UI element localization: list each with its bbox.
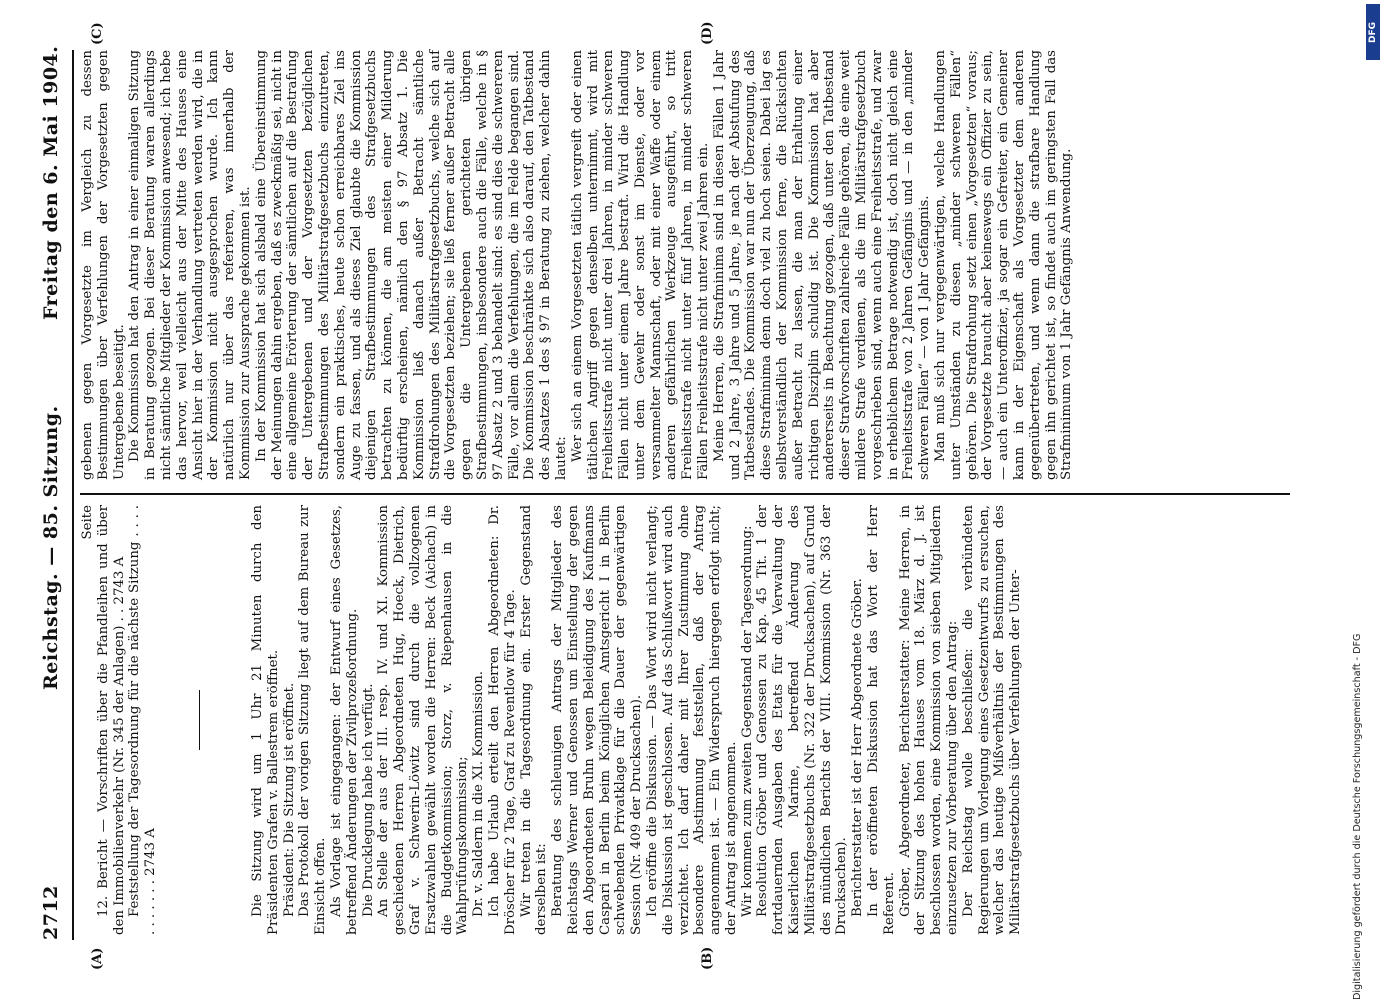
digitization-credit: Digitalisierung gefördert durch die Deutsche Forschungsgemeinschaft - DFG: [1352, 633, 1363, 1000]
quote-paragraph: Wer sich an einem Vorgesetzten tätlich vergreift oder einen tätlichen Angriff gegen denselben unternimmt, wird mit Freiheitsstrafe nicht unter drei Jahren, in minder schweren Fällen nicht unter einem Jahre bestraft. Wird die Handlung unter dem Gewehr oder sonst im Dienste, oder vor versammelter Mannschaft, oder mit einer Waffe oder einem anderen gefährlichen Werkzeuge ausgeführt, so tritt Freiheitsstrafe nicht unter fünf Jahren, in minder schweren Fällen Freiheitsstrafe nicht unter zwei Jahren ein.: [569, 50, 712, 480]
toc-item: 12. Bericht — Vorschriften über die Pfandleihen und über den Immobilienverkehr (Nr. 345 der Anlagen) . . 2743 A: [95, 505, 127, 935]
header-date: Freitag den 6. Mai 1904.: [40, 45, 62, 320]
margin-marker-c: (C): [90, 22, 105, 45]
paragraph: Die Sitzung wird um 1 Uhr 21 Minuten durch den Präsidenten Grafen v. Ballestrem eröffnet.: [249, 505, 281, 935]
page-number: 2712: [40, 885, 62, 940]
margin-marker-b: (B): [700, 946, 715, 970]
paragraph: Ich eröffne die Diskussion. — Das Wort wird nicht verlangt; die Diskussion ist geschlossen. Auf das Schlußwort wird auch verzichtet. Ich darf daher mit Ihrer Zustimmung ohne besondere Abstimmung feststellen, daß der Antrag angenommen ist. — Ein Widerspruch hiergegen erfolgt nicht; der Antrag ist angenommen.: [644, 505, 739, 935]
paragraph: In der Kommission hat sich alsbald eine Übereinstimmung der Meinungen dahin ergeben, daß es zweckmäßig sei, nicht in eine allgemeine Erörterung der sämtlichen auf die Bestrafung der Untergebenen und der Vorgesetzten bezüglichen Strafbestimmungen des Militärstrafgesetzbuchs einzutreten, sondern ein praktisches, heute schon erreichbares Ziel ins Auge zu fassen, und als dieses Ziel glaubte die Kommission diejenigen Strafbestimmungen des Strafgesetzbuchs betrachten zu können, die am meisten einer Milderung bedürftig erscheinen, nämlich den § 97 Absatz 1. Die Kommission ließ danach außer Betracht sämtliche Strafdrohungen des Militärstrafgesetzbuchs, welche sich auf die Vorgesetzten beziehen; sie ließ ferner außer Betracht alle gegen die Untergebenen gerichteten übrigen Strafbestimmungen, insbesondere auch die Fälle, welche in § 97 Absatz 2 und 3 behandelt sind: es sind dies die schwereren Fälle, vor allem die Verfehlungen, die im Felde begangen sind. Die Kommission beschränkte sich also darauf, den Tatbestand des Absatzes 1 des § 97 in Beratung zu ziehen, welcher dahin lautet:: [253, 50, 569, 480]
toc-item: Feststellung der Tagesordnung für die nächste Sitzung . . . . . . . . . . . 2743 A: [127, 505, 159, 935]
paragraph: Dr. v. Saldern in die XI. Kommission.: [471, 670, 487, 917]
paragraph: Man muß sich nur vergegenwärtigen, welche Handlungen unter Umständen zu diesen „minder schweren Fällen“ gehören. Die Strafdrohung setzt einen „Vorgesetzten“ voraus; der Vorgesetzte braucht aber keineswegs ein Offizier zu sein, — auch ein Unteroffizier, ja sogar ein Gefreiter, ein Gemeiner kann in der Eigenschaft als Vorgesetzter dem anderen gegenübertreten, und wenn dann die strafbare Handlung gegen ihn gerichtet ist, so findet auch im geringsten Fall das Strafminimum von 1 Jahr Gefängnis Anwendung.: [933, 50, 1075, 480]
header-title: Reichstag. — 85. Sitzung.: [40, 405, 62, 690]
paragraph: Wir kommen zum zweiten Gegenstand der Tagesordnung:: [739, 525, 755, 917]
paragraph: Präsident: Die Sitzung ist eröffnet.: [281, 682, 297, 917]
margin-marker-d: (D): [700, 21, 715, 45]
paragraph: Wir treten in die Tagesordnung ein. Erster Gegenstand derselben ist:: [518, 505, 550, 935]
paragraph: In der eröffneten Diskussion hat das Wort der Herr Referent.: [866, 505, 897, 935]
paragraph: Das Protokoll der vorigen Sitzung liegt auf dem Bureau zur Einsicht offen.: [297, 505, 329, 935]
left-column: [80, 505, 1024, 935]
seite-label: Seite: [80, 505, 95, 540]
paragraph: Meine Herren, die Strafminima sind in diesen Fällen 1 Jahr und 2 Jahre, 3 Jahre und 5 Jahre, je nach der Abstufung des Tatbestandes. Die Kommission war nun der Überzeugung, daß diese Strafminima denn doch viel zu hoch seien. Dabei lag es selbstverständlich der Kommission ferne, die Rücksichten außer Betracht zu lassen, die man der Erhaltung einer richtigen Disziplin schuldig ist. Die Kommission hat aber andererseits in Beachtung gezogen, daß unter den Tatbestand dieser Strafvorschriften zahlreiche Fälle gehören, die eine weit mildere Strafe verdienen, als die im Militärstrafgesetzbuch vorgeschrieben sind, wenn auch eine Freiheitsstrafe, und zwar in erheblichem Betrage notwendig ist, doch nicht gleich eine Freiheitsstrafe von 2 Jahren Gefängnis und — in den „minder schweren Fällen“ — von 1 Jahr Gefängnis.: [711, 50, 933, 480]
paragraph: Berichterstatter ist der Herr Abgeordnete Gröber.: [850, 578, 866, 917]
running-header: [40, 40, 70, 940]
separator-rule: [199, 690, 200, 750]
paragraph: Als Vorlage ist eingegangen: der Entwurf eines Gesetzes, betreffend Änderungen der Zivilprozeßordnung.: [328, 505, 360, 935]
paragraph: Ich habe Urlaub erteilt den Herren Abgeordneten: Dr. Dröscher für 2 Tage, Graf zu Reventlow für 4 Tage.: [486, 505, 518, 935]
dfg-logo: DFG: [1366, 4, 1380, 60]
paragraph: An Stelle der aus der III. resp. IV. und XI. Kommission geschiedenen Herren Abgeordneten Hug, Hoeck, Dietrich, Graf v. Schwerin-Löwitz sind durch die vollzogenen Ersatzwahlen gewählt worden die Herren: Beck (Aichach) in die Budgetkommission; Storz, v. Riepenhausen in die Wahlprüfungskommission;: [376, 505, 471, 935]
paragraph: Die Drucklegung habe ich verfügt.: [360, 683, 376, 917]
paragraph: gebenen gegen Vorgesetzte im Vergleich zu dessen Bestimmungen über Verfehlungen der Vorgesetzten gegen Untergebene beseitigt.: [80, 50, 127, 480]
paragraph: Der Reichstag wolle beschließen: die verbündeten Regierungen um Vorlegung eines Gesetzentwurfs zu ersuchen, welcher das heutige Mißverhältnis der Bestimmungen des Militärstrafgesetzbuchs über Verfehlungen der Unter-: [960, 505, 1024, 935]
margin-marker-a: (A): [90, 947, 105, 970]
paragraph: Die Kommission hat den Antrag in einer einmaligen Sitzung in Beratung gezogen. Bei dieser Beratung waren allerdings nicht sämtliche Mitglieder der Kommission anwesend; ich hebe das hervor, weil vielleicht aus der Mitte des Hauses eine Ansicht hier in der Verhandlung vertreten werden wird, die in der Kommission nicht ausgesprochen wurde. Ich kann natürlich nur über das referieren, was innerhalb der Kommission zur Aussprache gekommen ist.: [127, 50, 253, 480]
right-column: [80, 50, 1075, 480]
header-rule: [72, 50, 74, 940]
paragraph: Gröber, Abgeordneter, Berichterstatter: Meine Herren, in der Sitzung des hohen Hauses vom 18. März d. J. ist beschlossen worden, eine Kommission von sieben Mitgliedern einzusetzen zur Vorberatung über den Antrag:: [897, 505, 961, 935]
paragraph: Beratung des schleunigen Antrags der Mitglieder des Reichstags Werner und Genossen um Einstellung der gegen den Abgeordneten Bruhn wegen Beleidigung des Kaufmanns Caspari in Berlin beim Königlichen Amtsgericht I in Berlin schwebenden Privatklage für die Dauer der gegenwärtigen Session (Nr. 409 der Drucksachen).: [550, 505, 645, 935]
column-divider: [80, 493, 1290, 495]
paragraph: Resolution Gröber und Genossen zu Kap. 45 Tit. 1 der fortdauernden Ausgaben des Etats für die Verwaltung der Kaiserlichen Marine, betreffend Änderung des Militärstrafgesetzbuchs (Nr. 322 der Drucksachen), auf Grund des mündlichen Berichts der VIII. Kommission (Nr. 363 der Drucksachen).: [755, 505, 850, 935]
